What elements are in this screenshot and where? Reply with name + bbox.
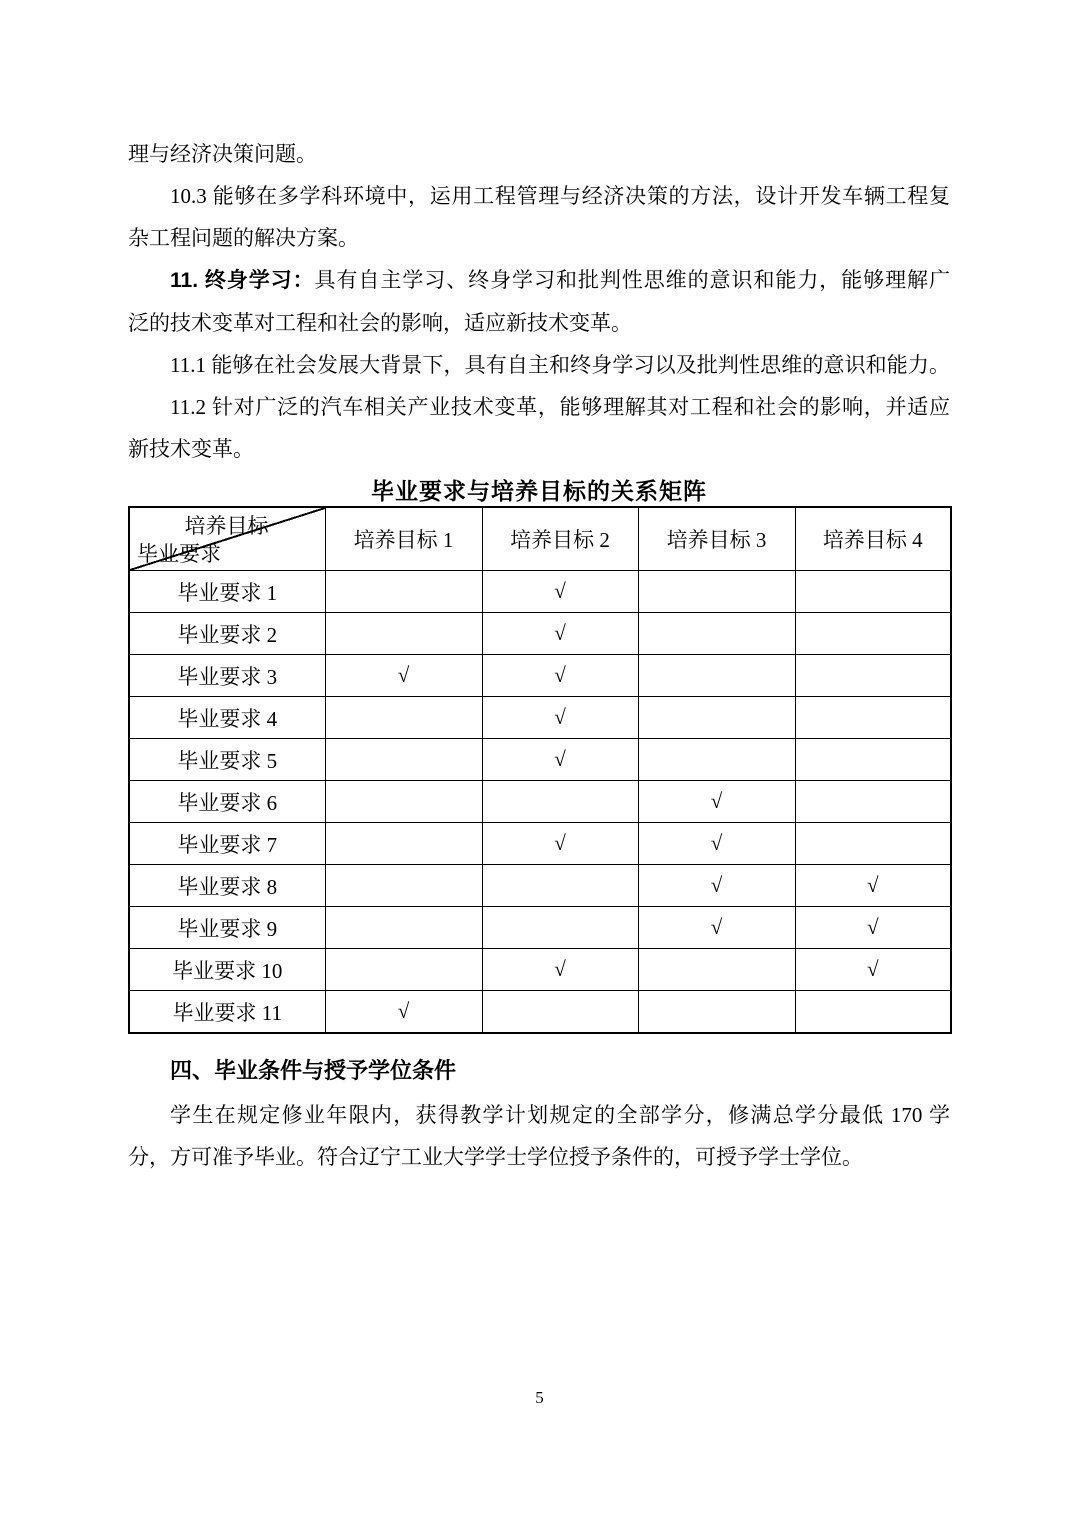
matrix-cell	[795, 823, 951, 865]
table-row	[129, 907, 951, 949]
matrix-cell	[482, 991, 638, 1034]
table-header-row	[129, 507, 951, 571]
col-header: 培养目标 1	[325, 507, 482, 571]
corner-label-objectives: 培养目标	[184, 514, 269, 538]
matrix-cell: √	[325, 655, 482, 697]
text-line: 泛的技术变革对工程和社会的影响，适应新技术变革。	[128, 311, 632, 335]
text-line: 分，方可准予毕业。符合辽宁工业大学学士学位授予条件的，可授予学士学位。	[128, 1145, 863, 1169]
matrix-cell	[638, 949, 795, 991]
section-heading: 四、毕业条件与授予学位条件	[170, 1058, 457, 1083]
text-line: 10.3 能够在多学科环境中，运用工程管理与经济决策的方法，设计开发车辆工程复	[170, 184, 950, 208]
matrix-cell	[325, 613, 482, 655]
corner-cell	[129, 507, 325, 571]
matrix-cell: √	[482, 823, 638, 865]
text-line: 学生在规定修业年限内，获得教学计划规定的全部学分，修满总学分最低 170 学	[170, 1103, 950, 1127]
table-row	[129, 655, 951, 697]
matrix-cell	[795, 697, 951, 739]
table-row	[129, 781, 951, 823]
matrix-cell: √	[638, 865, 795, 907]
matrix-cell: √	[325, 991, 482, 1034]
matrix-cell	[325, 823, 482, 865]
table-row	[129, 823, 951, 865]
table-row	[129, 613, 951, 655]
matrix-cell: √	[638, 823, 795, 865]
text-line: 杂工程问题的解决方案。	[128, 226, 359, 250]
matrix-cell	[638, 739, 795, 781]
matrix-cell: √	[795, 907, 951, 949]
matrix-cell	[638, 655, 795, 697]
matrix-cell	[482, 907, 638, 949]
row-label: 毕业要求 4	[129, 697, 325, 739]
matrix-cell	[638, 613, 795, 655]
table-row	[129, 571, 951, 613]
table-row	[129, 739, 951, 781]
table-row	[129, 991, 951, 1034]
row-label: 毕业要求 1	[129, 571, 325, 613]
matrix-cell: √	[482, 655, 638, 697]
text-line: 理与经济决策问题。	[128, 142, 317, 166]
table-title: 毕业要求与培养目标的关系矩阵	[371, 478, 707, 504]
matrix-table	[128, 506, 952, 1034]
matrix-cell: √	[795, 865, 951, 907]
matrix-cell	[795, 991, 951, 1034]
matrix-cell	[325, 781, 482, 823]
matrix-cell	[482, 781, 638, 823]
row-label: 毕业要求 5	[129, 739, 325, 781]
matrix-cell	[482, 865, 638, 907]
matrix-cell	[638, 991, 795, 1034]
matrix-cell	[795, 655, 951, 697]
bold-run: 11. 终身学习：	[170, 269, 315, 292]
matrix-cell	[325, 739, 482, 781]
matrix-cell: √	[482, 571, 638, 613]
corner-label-requirements: 毕业要求	[137, 542, 221, 566]
text-line: 新技术变革。	[128, 437, 254, 461]
row-label: 毕业要求 6	[129, 781, 325, 823]
text-line	[128, 259, 950, 302]
row-label: 毕业要求 2	[129, 613, 325, 655]
row-label: 毕业要求 9	[129, 907, 325, 949]
matrix-cell	[795, 613, 951, 655]
table-row	[129, 865, 951, 907]
col-header: 培养目标 4	[795, 507, 951, 571]
matrix-cell	[325, 907, 482, 949]
table-row	[129, 949, 951, 991]
table-row	[129, 697, 951, 739]
matrix-cell: √	[482, 613, 638, 655]
text-line: 11.1 能够在社会发展大背景下，具有自主和终身学习以及批判性思维的意识和能力。	[170, 353, 950, 377]
matrix-cell	[325, 865, 482, 907]
matrix-cell	[795, 781, 951, 823]
matrix-cell: √	[795, 949, 951, 991]
matrix-cell	[325, 949, 482, 991]
col-header: 培养目标 3	[638, 507, 795, 571]
row-label: 毕业要求 11	[129, 991, 325, 1034]
matrix-cell: √	[638, 781, 795, 823]
matrix-cell	[795, 739, 951, 781]
page-number: 5	[535, 1388, 544, 1407]
col-header: 培养目标 2	[482, 507, 638, 571]
matrix-cell	[638, 571, 795, 613]
text-run: 具有自主学习、终身学习和批判性思维的意识和能力，能够理解广	[314, 268, 951, 292]
row-label: 毕业要求 8	[129, 865, 325, 907]
matrix-cell	[325, 697, 482, 739]
row-label: 毕业要求 3	[129, 655, 325, 697]
matrix-cell: √	[482, 949, 638, 991]
row-label: 毕业要求 10	[129, 949, 325, 991]
matrix-cell	[325, 571, 482, 613]
matrix-cell: √	[482, 739, 638, 781]
document-content	[128, 133, 950, 1178]
matrix-cell	[638, 697, 795, 739]
text-line: 11.2 针对广泛的汽车相关产业技术变革，能够理解其对工程和社会的影响，并适应	[170, 395, 950, 419]
row-label: 毕业要求 7	[129, 823, 325, 865]
matrix-cell	[795, 571, 951, 613]
matrix-cell: √	[482, 697, 638, 739]
matrix-cell: √	[638, 907, 795, 949]
